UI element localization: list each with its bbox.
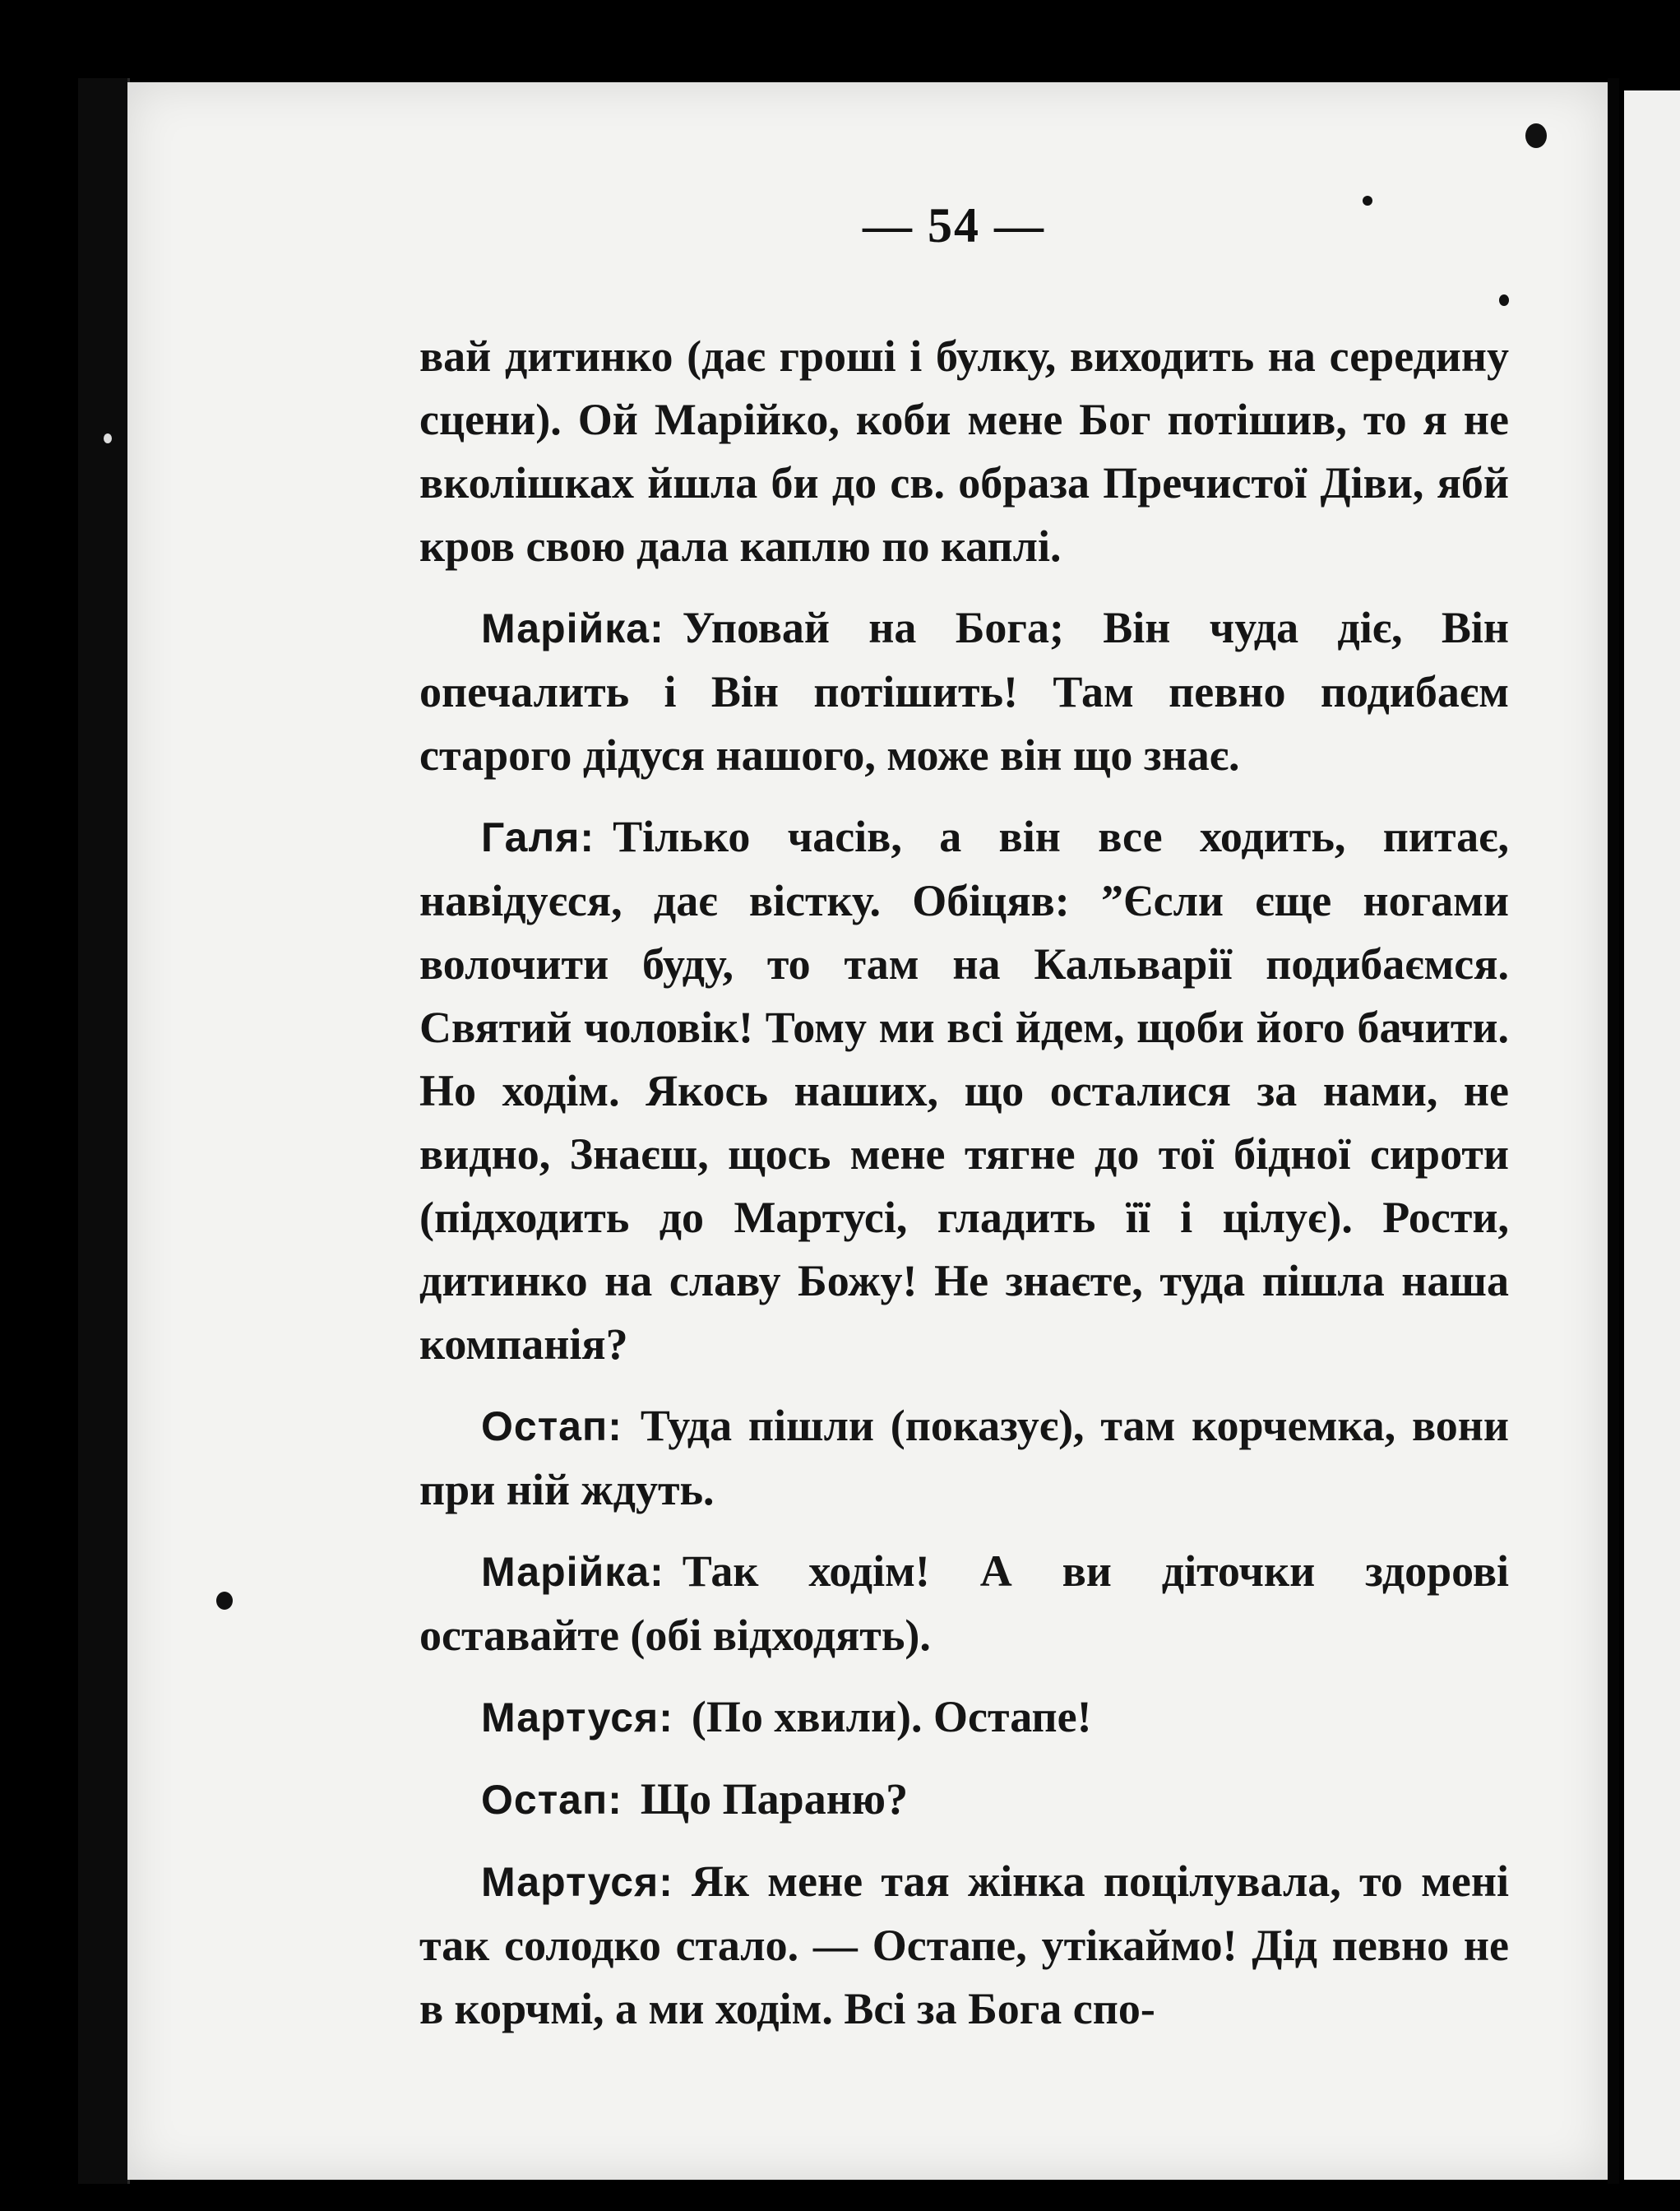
paragraph-text: Що Параню? [640, 1774, 909, 1824]
paragraph-text: Тілько часів, а він все ходить, питає, навідуєся, дає вістку. Обіцяв: ”Єсли єще ногами волочити буду, то там на Кальварії подибаємся. Святий чоловік! Тому ми всі йдем, щоби його бачити. Но ходім. Якось наших, що осталися за нами, не видно, Знаєш, щось мене тягне до тої бідної сироти (підходить до Мартусі, гладить її і цілує). Рости, дитинко на славу Божу! Не знаєте, туда пішла наша компанія? [419, 812, 1509, 1369]
ink-speck [104, 433, 112, 443]
dialogue-paragraph [419, 1685, 1509, 1750]
speaker-name: Марійка: [481, 1549, 664, 1595]
speaker-name: Мартуся: [481, 1694, 673, 1741]
page-gutter-shadow [1608, 78, 1619, 2184]
dialogue-paragraph [419, 1394, 1509, 1522]
speaker-name: Марійка: [481, 605, 664, 651]
dialogue-paragraph [419, 1540, 1509, 1667]
paragraph-text: (По хвили). Остапе! [691, 1692, 1092, 1741]
ink-speck [216, 1592, 233, 1610]
paragraph-text: вай дитинко (дає гроші і булку, виходить на середину сцени). Ой Марійко, коби мене Бог потішив, то я не вколішках йшла би до св. образа Пречистої Діви, ябй кров свою дала каплю по каплі. [419, 331, 1509, 571]
paragraph-text: Так ходім! А ви діточки здорові оставайте (обі відходять). [419, 1546, 1509, 1660]
dialogue-paragraph [419, 1768, 1509, 1832]
dialogue-paragraph [419, 596, 1509, 787]
paragraph-text: Туда пішли (показує), там корчемка, вони при ній ждуть. [419, 1401, 1509, 1514]
next-page-edge [1624, 90, 1680, 2180]
paragraph-text: Уповай на Бога; Він чуда діє, Він опечалить і Він потішить! Там певно подибаєм старого дідуся нашого, може він що знає. [419, 603, 1509, 780]
ink-speck [1525, 123, 1547, 148]
paragraph-text: Як мене тая жінка поцілувала, то мені так солодко стало. — Остапе, утікаймо! Дід певно не в корчмі, а ми ходім. Всі за Бога спо- [419, 1856, 1509, 2033]
speaker-name: Мартуся: [481, 1859, 673, 1905]
dialogue-paragraph [419, 805, 1509, 1376]
speaker-name: Галя: [481, 814, 595, 860]
stage-paragraph [419, 325, 1509, 578]
speaker-name: Остап: [481, 1777, 622, 1823]
scan-border-top [0, 0, 1680, 82]
play-text [419, 325, 1509, 2041]
dialogue-paragraph [419, 1850, 1509, 2041]
ink-speck [1499, 294, 1509, 306]
page-number: — 54 — [863, 198, 1045, 253]
speaker-name: Остап: [481, 1403, 622, 1449]
book-binding-edge [78, 78, 130, 2184]
